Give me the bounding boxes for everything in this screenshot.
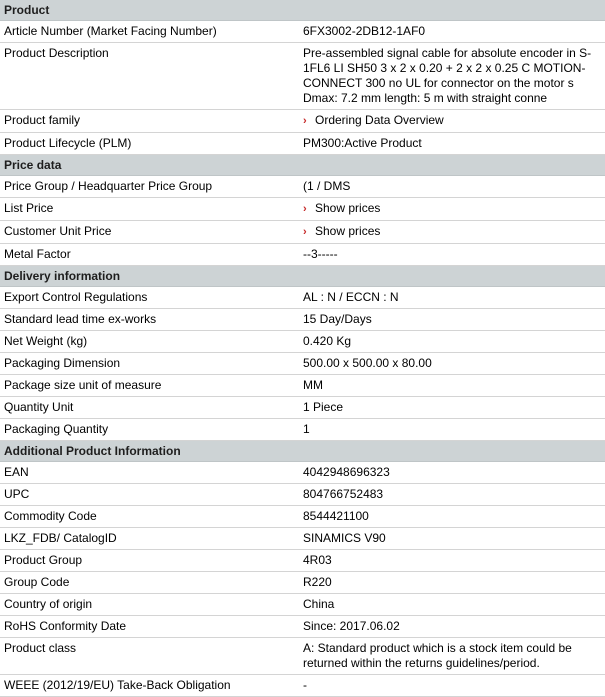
table-row xyxy=(0,528,605,550)
row-label: Customer Unit Price xyxy=(0,221,299,244)
row-value: A: Standard product which is a stock item could be returned within the returns guidelines/period. xyxy=(299,638,605,675)
row-label: Group Code xyxy=(0,572,299,594)
row-value-link[interactable]: Show prices xyxy=(315,201,381,215)
row-value-link[interactable]: Show prices xyxy=(315,224,381,238)
table-row xyxy=(0,21,605,43)
row-label: Commodity Code xyxy=(0,506,299,528)
table-row xyxy=(0,419,605,441)
table-row xyxy=(0,43,605,110)
row-label: WEEE (2012/19/EU) Take-Back Obligation xyxy=(0,675,299,697)
row-value: 500.00 x 500.00 x 80.00 xyxy=(299,353,605,375)
row-value-link[interactable]: Ordering Data Overview xyxy=(315,113,444,127)
row-label: Packaging Dimension xyxy=(0,353,299,375)
section-header xyxy=(0,0,605,21)
row-value: 15 Day/Days xyxy=(299,309,605,331)
row-value: 0.420 Kg xyxy=(299,331,605,353)
table-row xyxy=(0,572,605,594)
table-row xyxy=(0,331,605,353)
section-header xyxy=(0,266,605,287)
table-row xyxy=(0,675,605,697)
table-row xyxy=(0,616,605,638)
row-value: - xyxy=(299,675,605,697)
table-row xyxy=(0,594,605,616)
row-label: Product Lifecycle (PLM) xyxy=(0,133,299,155)
row-label: List Price xyxy=(0,198,299,221)
table-row xyxy=(0,176,605,198)
table-row xyxy=(0,198,605,221)
row-value: 1 Piece xyxy=(299,397,605,419)
row-value: Pre-assembled signal cable for absolute encoder in S-1FL6 LI SH50 3 x 2 x 0.20 + 2 x 2 x 0.25 C MOTION-CONNECT 300 no UL for connector on the motor s Dmax: 7.2 mm length: 5 m with straight conne xyxy=(299,43,605,110)
row-label: Product Description xyxy=(0,43,299,110)
section-title: Additional Product Information xyxy=(0,441,605,462)
row-label: Article Number (Market Facing Number) xyxy=(0,21,299,43)
row-label: Export Control Regulations xyxy=(0,287,299,309)
table-row xyxy=(0,550,605,572)
row-value: AL : N / ECCN : N xyxy=(299,287,605,309)
row-value: 6FX3002-2DB12-1AF0 xyxy=(299,21,605,43)
table-row xyxy=(0,462,605,484)
table-row xyxy=(0,287,605,309)
row-value: 1 xyxy=(299,419,605,441)
row-label: LKZ_FDB/ CatalogID xyxy=(0,528,299,550)
row-value: (1 / DMS xyxy=(299,176,605,198)
section-title: Delivery information xyxy=(0,266,605,287)
table-row xyxy=(0,221,605,244)
section-header xyxy=(0,441,605,462)
row-value: China xyxy=(299,594,605,616)
row-label: Price Group / Headquarter Price Group xyxy=(0,176,299,198)
row-value: 804766752483 xyxy=(299,484,605,506)
table-row xyxy=(0,110,605,133)
row-label: RoHS Conformity Date xyxy=(0,616,299,638)
table-row xyxy=(0,397,605,419)
row-value: Since: 2017.06.02 xyxy=(299,616,605,638)
row-label: Product class xyxy=(0,638,299,675)
chevron-right-icon[interactable]: › xyxy=(303,115,307,127)
row-label: Product family xyxy=(0,110,299,133)
row-label: Product Group xyxy=(0,550,299,572)
row-label: Packaging Quantity xyxy=(0,419,299,441)
row-value: R220 xyxy=(299,572,605,594)
row-value: SINAMICS V90 xyxy=(299,528,605,550)
row-label: EAN xyxy=(0,462,299,484)
row-value-link-cell[interactable] xyxy=(299,198,605,221)
section-title: Product xyxy=(0,0,605,21)
row-label: Package size unit of measure xyxy=(0,375,299,397)
table-row xyxy=(0,353,605,375)
row-label: Quantity Unit xyxy=(0,397,299,419)
table-row xyxy=(0,638,605,675)
table-row xyxy=(0,244,605,266)
row-value: 4R03 xyxy=(299,550,605,572)
row-value-link-cell[interactable] xyxy=(299,110,605,133)
row-label: Country of origin xyxy=(0,594,299,616)
section-title: Price data xyxy=(0,155,605,176)
table-row xyxy=(0,506,605,528)
table-row xyxy=(0,375,605,397)
row-value: 8544421100 xyxy=(299,506,605,528)
chevron-right-icon[interactable]: › xyxy=(303,226,307,238)
table-row xyxy=(0,309,605,331)
row-label: Net Weight (kg) xyxy=(0,331,299,353)
row-value: --3----- xyxy=(299,244,605,266)
row-value: PM300:Active Product xyxy=(299,133,605,155)
table-row xyxy=(0,484,605,506)
table-row xyxy=(0,133,605,155)
row-label: Standard lead time ex-works xyxy=(0,309,299,331)
row-value: MM xyxy=(299,375,605,397)
row-value-link-cell[interactable] xyxy=(299,221,605,244)
chevron-right-icon[interactable]: › xyxy=(303,203,307,215)
section-header xyxy=(0,155,605,176)
row-label: UPC xyxy=(0,484,299,506)
row-value: 4042948696323 xyxy=(299,462,605,484)
row-label: Metal Factor xyxy=(0,244,299,266)
